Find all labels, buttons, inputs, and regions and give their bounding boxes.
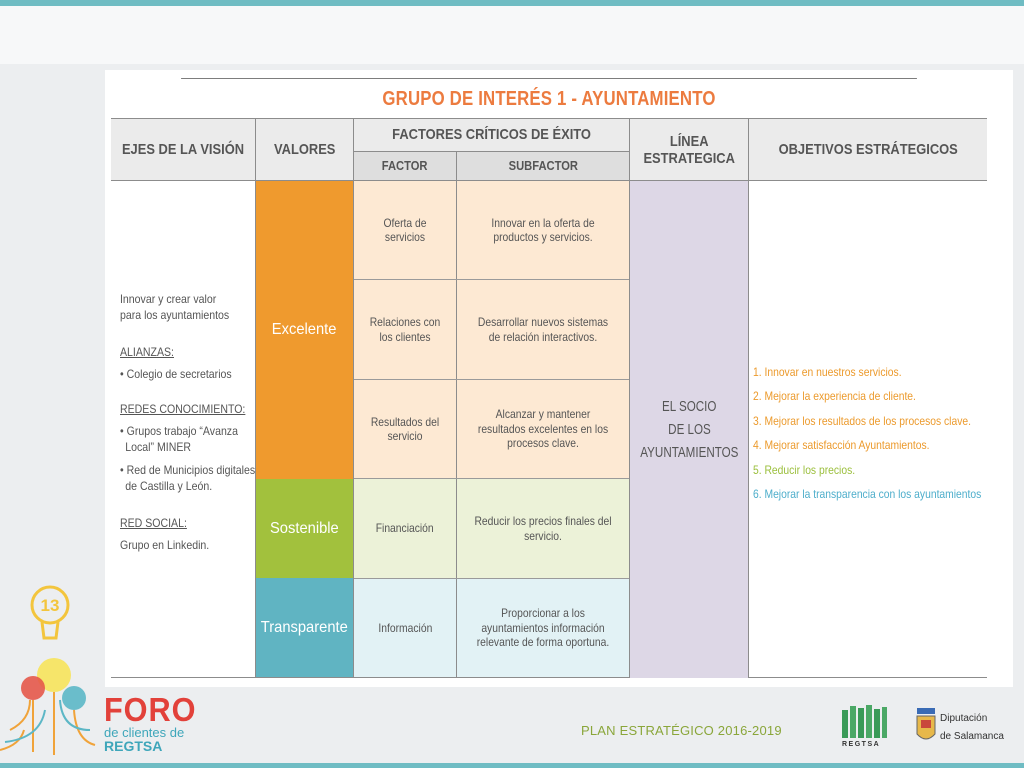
lightbulb-illustration — [0, 580, 100, 760]
ejes-main-line: para los ayuntamientos — [120, 307, 230, 322]
linea-line: DE LOS — [667, 420, 711, 438]
objetivo-item: 5. Reducir los precios. — [753, 462, 856, 477]
header-factores: FACTORES CRÍTICOS DE ÉXITO — [354, 119, 629, 151]
subfactor-cell: Alcanzar y mantener resultados excelentes en los procesos clave. — [457, 380, 629, 478]
subfactor-cell: Proporcionar a los ayuntamientos información relevante de forma oportuna. — [457, 579, 629, 677]
foro-title: FORO — [104, 691, 197, 728]
regtsa-logo-text: REGTSA — [842, 741, 881, 748]
valor-sostenible: Sostenible — [256, 479, 353, 578]
foro-regtsa: REGTSA — [104, 738, 163, 754]
ejes-main-line: Innovar y crear valor — [120, 292, 217, 306]
bulb-red-icon — [21, 676, 45, 700]
factor-cell: Información — [354, 579, 456, 677]
foro-logo — [104, 693, 203, 754]
header-linea: LÍNEA ESTRATEGICA — [630, 119, 748, 181]
objetivos-list — [753, 360, 1011, 506]
header-valores: VALORES — [256, 119, 353, 181]
redes-item: • Grupos trabajo “Avanza — [120, 423, 238, 438]
objetivo-item: 4. Mejorar satisfacción Ayuntamientos. — [753, 438, 930, 453]
header-factor: FACTOR — [354, 152, 456, 181]
valor-excelente: Excelente — [256, 181, 353, 479]
ejes-vision-text — [120, 292, 260, 554]
objetivo-item: 1. Innovar en nuestros servicios. — [753, 365, 902, 379]
valor-transparente: Transparente — [256, 578, 353, 677]
slide-content — [105, 70, 1013, 687]
redes-item: Local” MINER — [125, 439, 192, 454]
linea-line: AYUNTAMIENTOS — [639, 444, 739, 462]
badge-number: 13 — [40, 596, 60, 615]
social-item: Grupo en Linkedin. — [120, 537, 210, 552]
top-band — [0, 6, 1024, 64]
plan-footer-text: PLAN ESTRATÉGICO 2016-2019 — [581, 723, 782, 738]
grid-line — [354, 151, 629, 152]
page-title: GRUPO DE INTERÉS 1 - AYUNTAMIENTO — [181, 78, 917, 118]
foro-subtitle: de clientes de — [104, 725, 185, 740]
linea-estrategica-cell — [630, 181, 748, 678]
subfactor-cell: Desarrollar nuevos sistemas de relación interactivos. — [457, 280, 629, 379]
alianzas-item: • Colegio de secretarios — [120, 366, 232, 381]
social-title: RED SOCIAL: — [120, 516, 187, 531]
diputacion-crest-icon — [915, 706, 937, 744]
header-ejes: EJES DE LA VISIÓN — [111, 119, 255, 181]
subfactor-cell: Innovar en la oferta de productos y servicios. — [457, 181, 629, 279]
objetivo-item: 3. Mejorar los resultados de los procesos clave. — [753, 413, 971, 428]
alianzas-title: ALIANZAS: — [120, 345, 174, 360]
factor-cell: Financiación — [354, 479, 456, 578]
objetivo-item: 2. Mejorar la experiencia de cliente. — [753, 389, 916, 404]
grid-line — [111, 677, 987, 678]
linea-line: EL SOCIO — [661, 397, 717, 415]
diputacion-text: Diputación — [940, 713, 988, 724]
factor-cell: Resultados del servicio — [354, 380, 456, 478]
diputacion-text: de Salamanca — [940, 731, 1004, 742]
factor-cell: Relaciones con los clientes — [354, 280, 456, 379]
bottom-accent-bar — [0, 763, 1024, 768]
objetivo-item: 6. Mejorar la transparencia con los ayuntamientos — [753, 487, 982, 502]
subfactor-cell: Reducir los precios finales del servicio. — [457, 479, 629, 578]
redes-item: • Red de Municipios digitales — [120, 463, 256, 478]
redes-item: de Castilla y León. — [125, 478, 213, 493]
grid-line — [748, 118, 749, 678]
bulb-blue-icon — [62, 686, 86, 710]
header-subfactor: SUBFACTOR — [457, 152, 629, 181]
redes-title: REDES CONOCIMIENTO: — [120, 402, 246, 417]
factor-cell: Oferta de servicios — [354, 181, 456, 279]
header-objetivos: OBJETIVOS ESTRÁTEGICOS — [749, 119, 987, 181]
grid-line — [111, 118, 987, 119]
